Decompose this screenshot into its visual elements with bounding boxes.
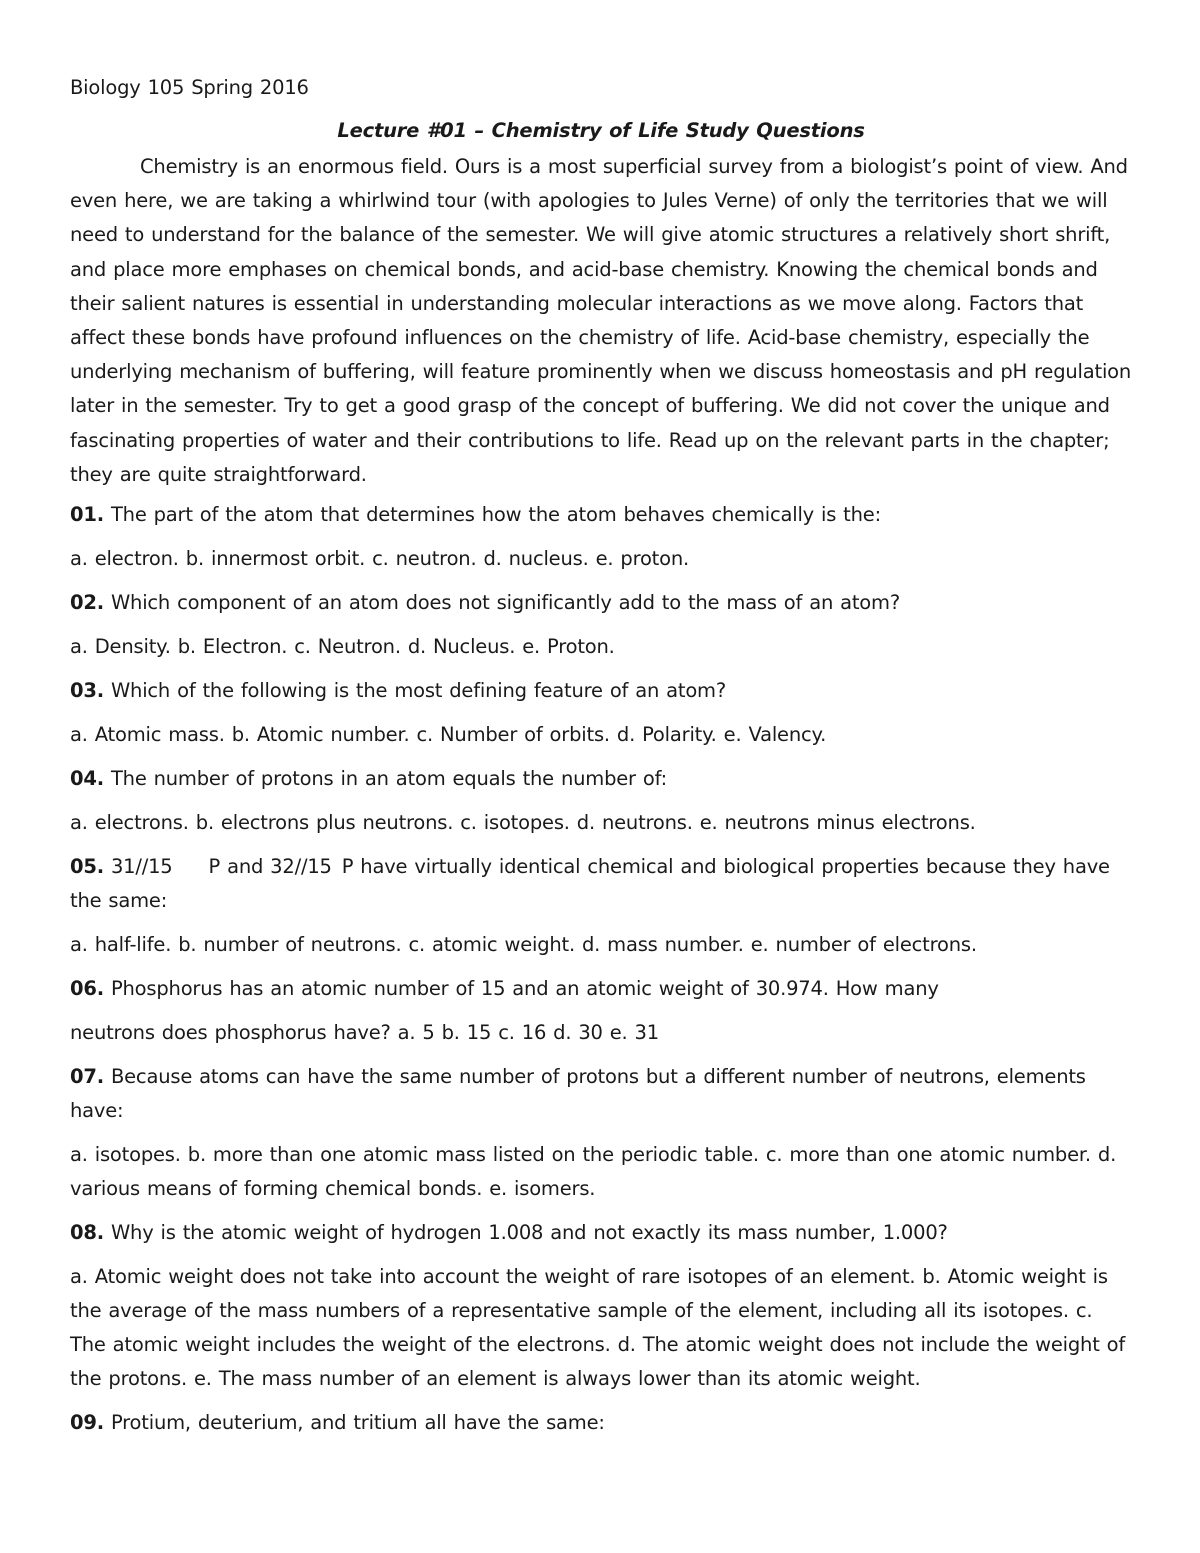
question-06 [70, 972, 1132, 1006]
question-text: Why is the atomic weight of hydrogen 1.008 and not exactly its mass number, 1.000? [110, 1221, 948, 1245]
question-number: 01. [70, 503, 104, 527]
question-text: The number of protons in an atom equals the number of: [110, 767, 667, 791]
question-number: 02. [70, 591, 104, 615]
question-text: Protium, deuterium, and tritium all have the same: [110, 1411, 605, 1435]
question-number: 04. [70, 767, 104, 791]
question-number: 08. [70, 1221, 104, 1245]
document-page [70, 74, 1132, 1450]
question-text: Which component of an atom does not significantly add to the mass of an atom? [110, 591, 900, 615]
question-07 [70, 1060, 1132, 1128]
question-text: P have virtually identical chemical and biological properties because they have the same: [70, 855, 1110, 913]
question-05 [70, 850, 1132, 918]
question-number: 06. [70, 977, 104, 1001]
question-number: 05. [70, 855, 104, 879]
question-01 [70, 498, 1132, 532]
isotope-notation-2: P and 32//15 [208, 855, 332, 879]
question-number: 03. [70, 679, 104, 703]
answers-05: a. half-life. b. number of neutrons. c. atomic weight. d. mass number. e. number of electrons. [70, 933, 977, 957]
page-title: Lecture #01 – Chemistry of Life Study Questions [337, 119, 865, 142]
question-text: Which of the following is the most defining feature of an atom? [110, 679, 726, 703]
question-09 [70, 1406, 1132, 1440]
answers-03: a. Atomic mass. b. Atomic number. c. Number of orbits. d. Polarity. e. Valency. [70, 723, 827, 747]
answers-06: neutrons does phosphorus have? a. 5 b. 15 c. 16 d. 30 e. 31 [70, 1021, 659, 1045]
question-number: 07. [70, 1065, 104, 1089]
question-04 [70, 762, 1132, 796]
answers-01: a. electron. b. innermost orbit. c. neutron. d. nucleus. e. proton. [70, 547, 690, 571]
intro-paragraph: Chemistry is an enormous field. Ours is a most superficial survey from a biologist’s point of view. And even here, we are taking a whirlwind tour (with apologies to Jules Verne) of only the territories that we will need to understand for the balance of the semester. We will give atomic structures a relatively short shrift, and place more emphases on chemical bonds, and acid-base chemistry. Knowing the chemical bonds and their salient natures is essential in understanding molecular interactions as we move along. Factors that affect these bonds have profound influences on the chemistry of life. Acid-base chemistry, especially the underlying mechanism of buffering, will feature prominently when we discuss homeostasis and pH regulation later in the semester. Try to get a good grasp of the concept of buffering. We did not cover the unique and fascinating properties of water and their contributions to life. Read up on the relevant parts in the chapter; they are quite straightforward. [70, 155, 1132, 486]
course-header: Biology 105 Spring 2016 [70, 76, 309, 99]
question-text: The part of the atom that determines how the atom behaves chemically is the: [110, 503, 881, 527]
question-text: Because atoms can have the same number of protons but a different number of neutrons, elements have: [70, 1065, 1086, 1123]
question-text: Phosphorus has an atomic number of 15 and an atomic weight of 30.974. How many [110, 977, 939, 1001]
isotope-notation-1: 31//15 [110, 855, 173, 879]
question-02 [70, 586, 1132, 620]
question-08 [70, 1216, 1132, 1250]
answers-08: a. Atomic weight does not take into account the weight of rare isotopes of an element. b. Atomic weight is the average of the mass numbers of a representative sample of the element, including all its isotopes. c. The atomic weight includes the weight of the electrons. d. The atomic weight does not include the weight of the protons. e. The mass number of an element is always lower than its atomic weight. [70, 1265, 1126, 1391]
question-number: 09. [70, 1411, 104, 1435]
answers-07: a. isotopes. b. more than one atomic mass listed on the periodic table. c. more than one atomic number. d. various means of forming chemical bonds. e. isomers. [70, 1143, 1117, 1201]
answers-02: a. Density. b. Electron. c. Neutron. d. Nucleus. e. Proton. [70, 635, 615, 659]
answers-04: a. electrons. b. electrons plus neutrons. c. isotopes. d. neutrons. e. neutrons minus electrons. [70, 811, 976, 835]
question-03 [70, 674, 1132, 708]
